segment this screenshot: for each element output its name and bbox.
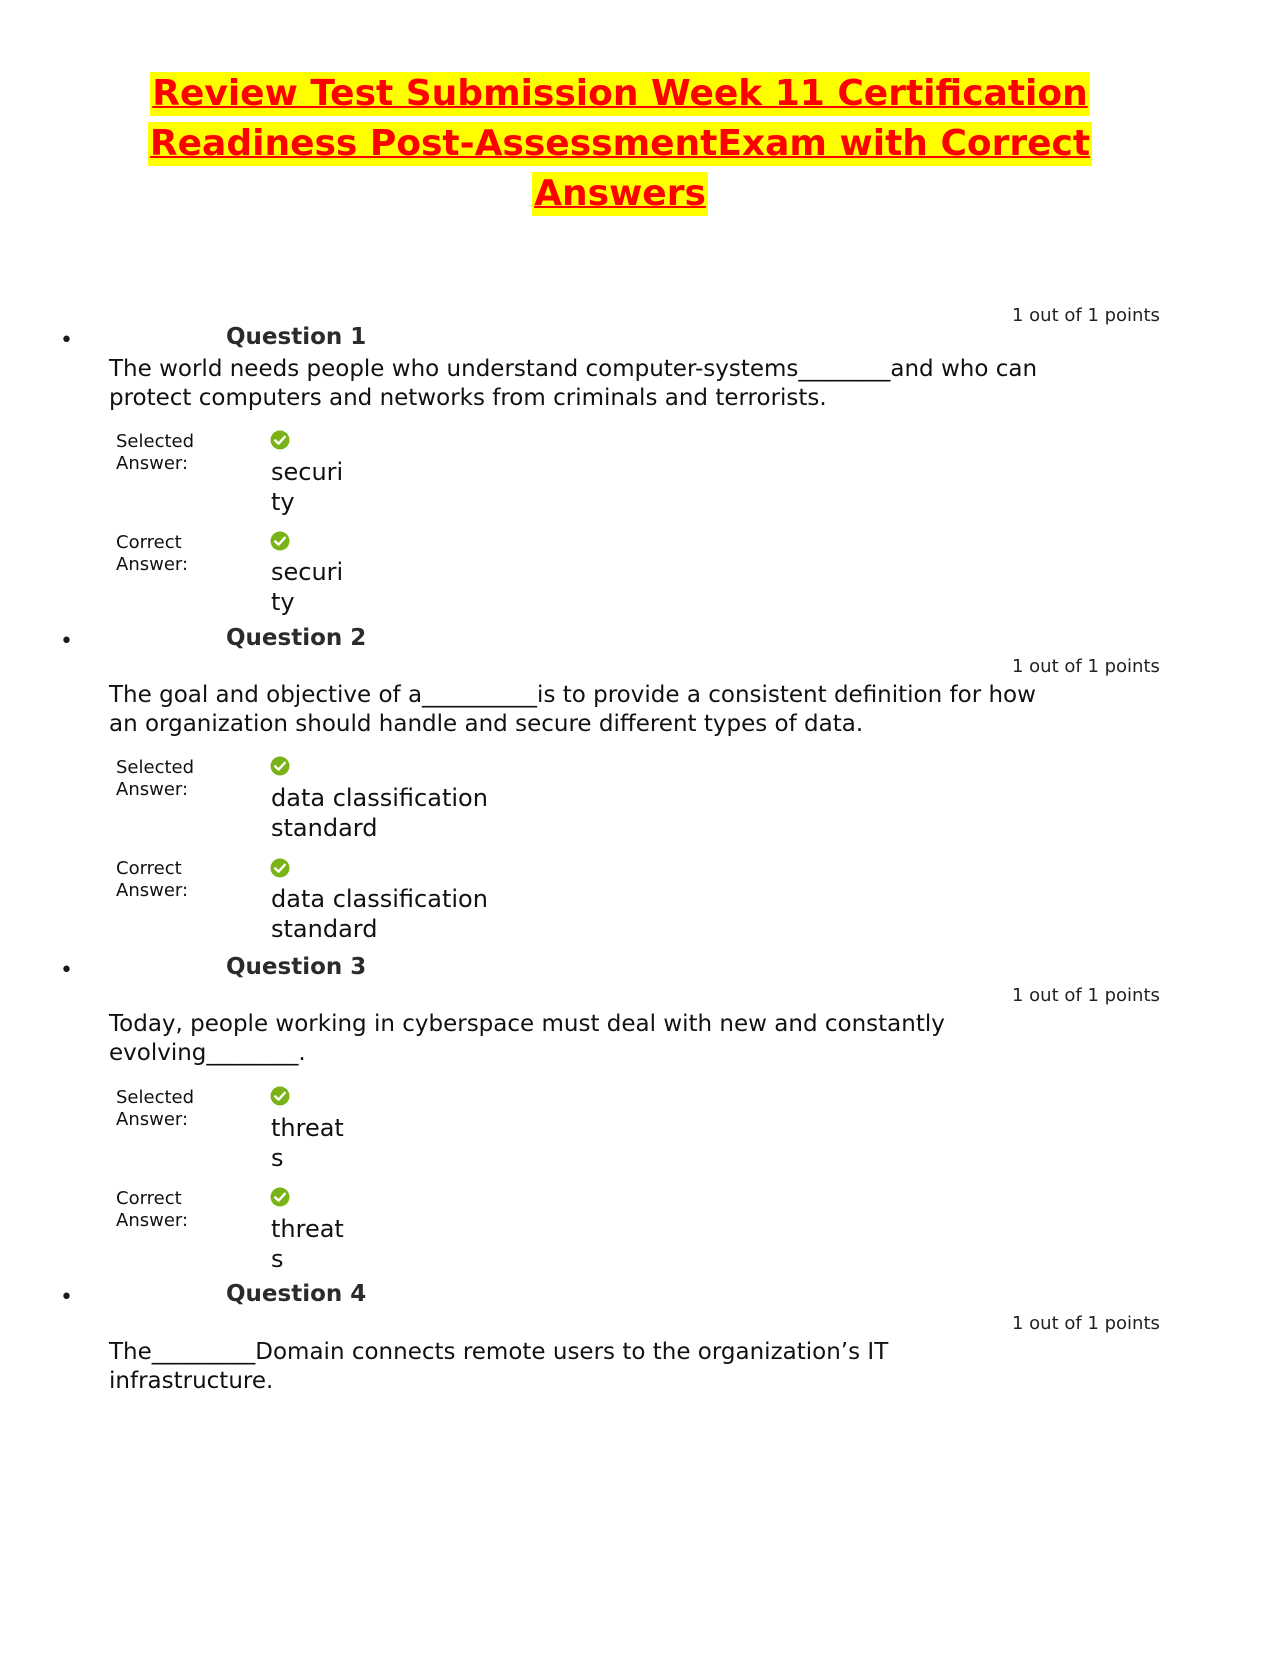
title-line-2: Readiness Post-AssessmentExam with Correct — [149, 123, 1091, 164]
correct-answer-label: Correct Answer: — [116, 532, 189, 575]
correct-answer-label: Correct Answer: — [116, 858, 189, 901]
correct-answer-value: threats — [271, 1215, 344, 1273]
question-3-text: Today, people working in cyberspace must deal with new and constantly evolving________. — [109, 1011, 945, 1066]
selected-answer-value: security — [271, 458, 344, 516]
selected-answer-label: Selected Answer: — [116, 757, 195, 800]
selected-answer-value: threats — [271, 1114, 344, 1172]
check-circle-icon — [270, 531, 290, 551]
title-line-3: Answers — [534, 173, 706, 214]
question-2-title: Question 2 — [226, 625, 367, 651]
correct-answer-value: security — [271, 558, 344, 616]
check-circle-icon — [270, 858, 290, 878]
check-circle-icon — [270, 756, 290, 776]
question-4-title: Question 4 — [226, 1281, 367, 1307]
selected-answer-label: Selected Answer: — [116, 431, 195, 474]
question-2-text: The goal and objective of a__________is to provide a consistent definition for how an organization should handle and secure different types of data. — [109, 682, 1036, 737]
question-1-points: 1 out of 1 points — [1012, 305, 1160, 326]
title-line-1: Review Test Submission Week 11 Certification — [152, 73, 1088, 114]
correct-answer-value: data classification standard — [271, 885, 488, 943]
question-3-points: 1 out of 1 points — [1012, 985, 1160, 1006]
question-3-title: Question 3 — [226, 954, 367, 980]
selected-answer-label: Selected Answer: — [116, 1087, 195, 1130]
question-4-text: The_________Domain connects remote users to the organization’s IT infrastructure. — [109, 1339, 889, 1394]
page-title — [0, 72, 1240, 222]
selected-answer-value: data classification standard — [271, 784, 488, 842]
check-circle-icon — [270, 1187, 290, 1207]
check-circle-icon — [270, 430, 290, 450]
question-2-bullet: • — [60, 629, 73, 654]
question-1-bullet: • — [60, 328, 73, 353]
question-2-points: 1 out of 1 points — [1012, 656, 1160, 677]
question-4-bullet: • — [60, 1285, 73, 1310]
question-4-points: 1 out of 1 points — [1012, 1313, 1160, 1334]
check-circle-icon — [270, 1086, 290, 1106]
correct-answer-label: Correct Answer: — [116, 1188, 189, 1231]
question-1-text: The world needs people who understand computer-systems________and who can protect computers and networks from criminals and terrorists. — [109, 356, 1038, 411]
question-3-bullet: • — [60, 958, 73, 983]
question-1-title: Question 1 — [226, 324, 367, 350]
